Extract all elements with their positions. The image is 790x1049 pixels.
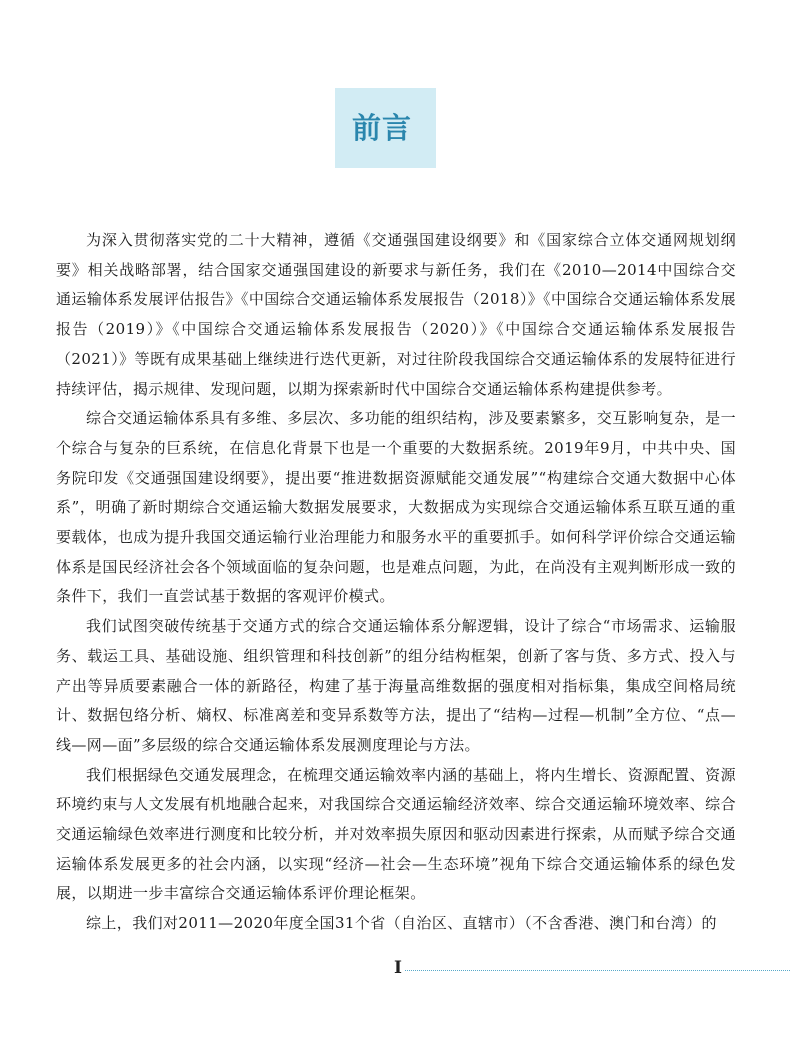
paragraph-5: 综上，我们对2011—2020年度全国31个省（自治区、直辖市）（不含香港、澳门和台湾）的 xyxy=(86,914,717,933)
paragraph-4: 我们根据绿色交通发展理念，在梳理交通运输效率内涵的基础上，将内生增长、资源配置、资源环境约束与人文发展有机地融合起来，对我国综合交通运输经济效率、综合交通运输环境效率、综合交通运输绿色效率进行测度和比较分析，并对效率损失原因和驱动因素进行探索，从而赋予综合交通运输体系发展更多的社会内涵，以实现“经济—社会—生态环境”视角下综合交通运输体系的绿色发展，以期进一步丰富综合交通运输体系评价理论框架。 xyxy=(56,765,736,903)
footer-rule xyxy=(405,970,790,971)
paragraph-3: 我们试图突破传统基于交通方式的综合交通运输体系分解逻辑，设计了综合“市场需求、运输服务、载运工具、基础设施、组织管理和科技创新”的组分结构框架，创新了客与货、多方式、投入与产出等异质要素融合一体的新路径，构建了基于海量高维数据的强度相对指标集，集成空间格局统计、数据包络分析、熵权、标准离差和变异系数等方法，提出了“结构—过程—机制”全方位、“点—线—网—面”多层级的综合交通运输体系发展测度理论与方法。 xyxy=(56,617,736,754)
paragraph-2: 综合交通运输体系具有多维、多层次、多功能的组织结构，涉及要素繁多，交互影响复杂，是一个综合与复杂的巨系统，在信息化背景下也是一个重要的大数据系统。2019年9月，中共中央、国务院印发《交通强国建设纲要》，提出要“推进数据资源赋能交通发展”“构建综合交通大数据中心体系”，明确了新时期综合交通运输大数据发展要求，大数据成为实现综合交通运输体系互联互通的重要载体，也成为提升我国交通运输行业治理能力和服务水平的重要抓手。如何科学评价综合交通运输体系是国民经济社会各个领域面临的复杂问题，也是难点问题，为此，在尚没有主观判断形成一致的条件下，我们一直尝试基于数据的客观评价模式。 xyxy=(56,409,736,606)
page-number: I xyxy=(394,958,402,978)
paragraph-1: 为深入贯彻落实党的二十大精神，遵循《交通强国建设纲要》和《国家综合立体交通网规划纲要》相关战略部署，结合国家交通强国建设的新要求与新任务，我们在《2010—2014中国综合交通运输体系发展评估报告》《中国综合交通运输体系发展报告（2018）》《中国综合交通运输体系发展报告（2019）》《中国综合交通运输体系发展报告（2020）》《中国综合交通运输体系发展报告（2021）》等既有成果基础上继续进行迭代更新，对过往阶段我国综合交通运输体系的发展特征进行持续评估，揭示规律、发现问题，以期为探索新时代中国综合交通运输体系构建提供参考。 xyxy=(56,231,736,398)
page-title: 前言 xyxy=(352,111,413,145)
body-text xyxy=(56,226,736,939)
